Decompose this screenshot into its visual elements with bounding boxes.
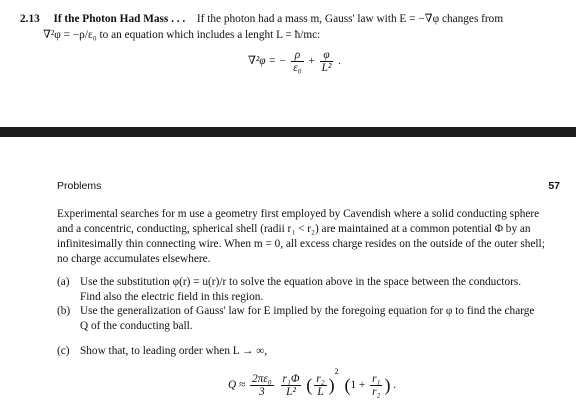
equation-end: . — [393, 379, 397, 391]
fraction-numerator: 2πε₀ — [252, 372, 272, 385]
problem-header — [20, 12, 560, 27]
item-b-label: (b) — [57, 305, 71, 317]
fraction-numerator: r₁Φ — [282, 372, 300, 385]
paren-close: ) — [328, 374, 335, 395]
item-b-text — [80, 304, 570, 334]
top-equation-plus: + — [308, 55, 315, 68]
page-divider-bar — [0, 127, 576, 137]
top-equation-lhs: ∇²φ = − — [248, 55, 287, 68]
fraction-numerator: ρ — [291, 49, 303, 62]
equation-fraction-coefficient — [250, 373, 274, 398]
paragraph-line: no charge accumulates elsewhere. — [57, 253, 211, 265]
fraction-numerator: r₂ — [316, 372, 325, 385]
item-line: Q of the conducting ball. — [80, 320, 193, 332]
fraction-numerator: r₁ — [372, 372, 381, 385]
top-equation-end: . — [338, 55, 341, 68]
item-a-label: (a) — [57, 276, 70, 288]
equation-fraction-ratio — [314, 373, 326, 398]
problem-title: If the Photon Had Mass . . . — [53, 13, 186, 25]
one-plus: 1 + — [350, 379, 366, 391]
item-line: Use the generalization of Gauss' law for E implied by the foregoing equation for φ to find the charge — [80, 305, 535, 317]
item-line: Use the substitution φ(r) = u(r)/r to solve the equation above in the space between the conductors. — [80, 276, 522, 288]
paragraph-line: infinitesimally thin connecting wire. When m = 0, all excess charge resides on the outside of the outer shell; — [57, 238, 545, 250]
item-c-equation — [228, 364, 396, 398]
fraction-denominator: L — [317, 385, 324, 398]
item-c-label: (c) — [57, 345, 70, 357]
paren-open: ( — [306, 374, 313, 395]
paren-close: ) — [384, 374, 391, 395]
exponent: 2 — [334, 367, 339, 376]
top-equation — [248, 49, 341, 74]
equation-lhs: Q ≈ — [228, 379, 246, 391]
fraction-denominator: ε₀ — [293, 62, 302, 74]
problem-intro-line1: If the photon had a mass m, Gauss' law with E = −∇φ changes from — [196, 13, 504, 25]
top-equation-fraction-phi — [320, 49, 334, 74]
equation-fraction-radii — [370, 373, 382, 398]
item-c-text: Show that, to leading order when L → ∞, — [80, 345, 268, 357]
fraction-denominator: L² — [321, 62, 332, 74]
page-number: 57 — [548, 180, 560, 192]
fraction-denominator: L² — [286, 385, 296, 398]
fraction-denominator: r₂ — [372, 385, 381, 398]
paragraph-line: Experimental searches for m use a geometry first employed by Cavendish where a solid conducting sphere — [57, 208, 540, 220]
fraction-denominator: 3 — [259, 385, 265, 398]
paragraph-line: and a concentric, conducting, spherical shell (radii r₁ < r₂) are maintained at a common potential Φ by an — [57, 223, 531, 235]
problem-intro-line2: ∇²φ = −ρ/ε₀ to an equation which includes a lenght L = ħ/mc: — [43, 29, 321, 41]
equation-fraction-potential — [281, 373, 302, 398]
item-a-text — [80, 275, 570, 305]
body-paragraph — [57, 207, 567, 267]
fraction-numerator: φ — [320, 49, 334, 62]
paren-open: ( — [344, 374, 351, 395]
problem-number: 2.13 — [20, 13, 40, 25]
top-equation-fraction-rho — [291, 49, 303, 74]
running-head-section: Problems — [57, 180, 102, 192]
item-line: Find also the electric field in this region. — [80, 291, 264, 303]
